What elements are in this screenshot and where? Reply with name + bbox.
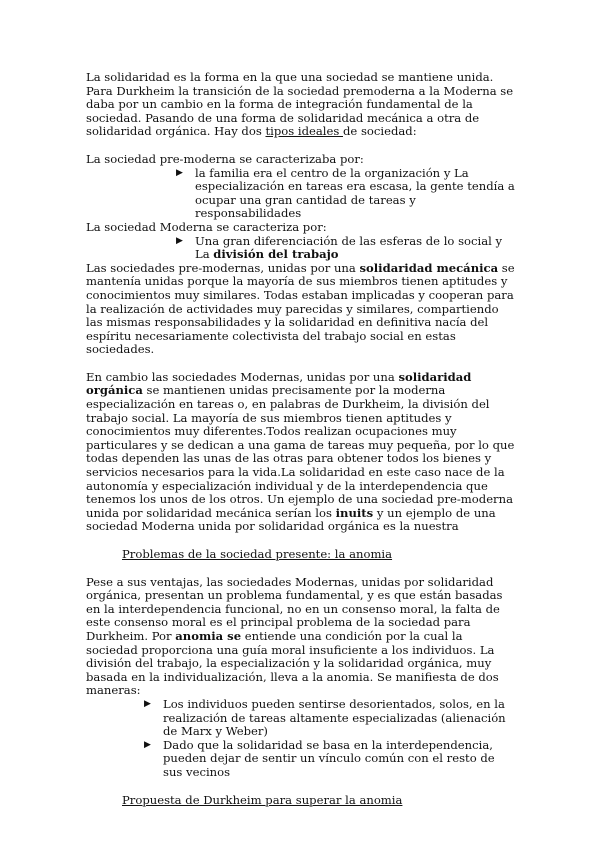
inuits-bold: inuits [335,505,374,520]
organica-text-3: y un ejemplo de una sociedad Moderna unida por solidaridad orgánica es la nuestra [86,505,496,534]
tipos-ideales-link[interactable]: tipos ideales [265,124,343,139]
moderna-bullet [176,235,516,262]
anomia-text-1: Pese a sus ventajas, las sociedades Modernas, unidas por solidaridad orgánica, presentan un problema fundamental, y es que están basadas en la interdependencia funcional, no en un consenso moral, la falta de este consenso moral es el principal problema de la sociedad para Durkheim. Por [86,574,503,643]
premoderna-bullet-text: la familia era el centro de la organización y La especialización en tareas era escasa, la gente tendía a ocupar una gran cantidad de tareas y responsabilidades [195,165,515,221]
bullet-arrow-icon: ▶ [144,739,151,750]
intro-text-end: de sociedad: [343,124,417,139]
mecanica-paragraph [86,262,516,357]
propuesta-section-title: Propuesta de Durkheim para superar la anomia [122,792,403,807]
anomia-section-title: Problemas de la sociedad presente: la anomia [122,547,393,561]
spacer [86,357,516,371]
organica-text-2: se mantienen unidas precisamente por la moderna especialización en tareas o, en palabras de Durkheim, la división del trabajo social. La mayoría de sus miembros tienen aptitudes y conocimientos muy diferentes.Todos realizan ocupaciones muy particulares y se dedican a una gama de tareas muy pequeña, por lo que todas dependen las unas de las otras para obtener todos los bienes y servicios necesarios para la vida.La solidaridad en este caso nace de la autonomía y especialización individual y de la interdependencia que tenemos los unos de los otros. Un ejemplo de una sociedad pre-moderna unida por solidaridad mecánica serían los [86,383,515,520]
anomia-bullet-1 [144,698,516,739]
anomia-bullet-text: Dado que la solidaridad se basa en la interdependencia, pueden dejar de sentir un vínculo común con el resto de sus vecinos [163,737,495,779]
anomia-bullet-2 [144,739,516,780]
solidaridad-organica-bold: solidaridad orgánica [86,369,472,398]
moderna-heading: La sociedad Moderna se caracteriza por: [86,219,327,234]
spacer [86,780,516,794]
spacer [86,562,516,576]
moderna-bullet-text: Una gran diferenciación de las esferas de lo social y La [195,233,503,262]
intro-text: La solidaridad es la forma en la que una sociedad se mantiene unida. Para Durkheim la transición de la sociedad premoderna a la Moderna se daba por un cambio en la forma de integración fundamental de la sociedad. Pasando de una forma de solidaridad mecánica a otra de solidaridad orgánica. Hay dos [86,70,514,139]
spacer [86,534,516,548]
premoderna-heading: La sociedad pre-moderna se caracterizaba por: [86,151,364,166]
bullet-arrow-icon: ▶ [176,167,183,178]
document-body [86,71,516,807]
spacer [86,139,516,153]
intro-paragraph [86,71,516,139]
anomia-bullet-text: Los individuos pueden sentirse desorientados, solos, en la realización de tareas altamente especializadas (alienación de Marx y Weber) [163,696,506,739]
anomia-bold: anomia se [175,628,242,643]
division-trabajo-bold: división del trabajo [213,247,339,262]
solidaridad-mecanica-bold: solidaridad mecánica [359,260,499,275]
bullet-arrow-icon: ▶ [144,698,151,709]
bullet-arrow-icon: ▶ [176,235,183,246]
anomia-paragraph [86,576,516,698]
mecanica-text-2: se mantenía unidas porque la mayoría de sus miembros tienen aptitudes y conocimientos muy similares. Todas estaban implicadas y cooperan para la realización de actividades muy parecidas y similares, compartiendo las mismas responsabilidades y la solidaridad en definitiva nacía del espíritu necesariamente colectivista del trabajo social en estas sociedades. [86,260,515,357]
anomia-text-2: entiende una condición por la cual la sociedad proporciona una guía moral insuficiente a los individuos. La división del trabajo, la especialización y la solidaridad orgánica, muy basada en la individualización, lleva a la anomia. Se manifiesta de dos maneras: [86,628,499,698]
organica-text-1: En cambio las sociedades Modernas, unidas por una [86,369,399,384]
organica-paragraph [86,371,516,534]
mecanica-text-1: Las sociedades pre-modernas, unidas por una [86,260,360,275]
premoderna-bullet [176,167,516,221]
